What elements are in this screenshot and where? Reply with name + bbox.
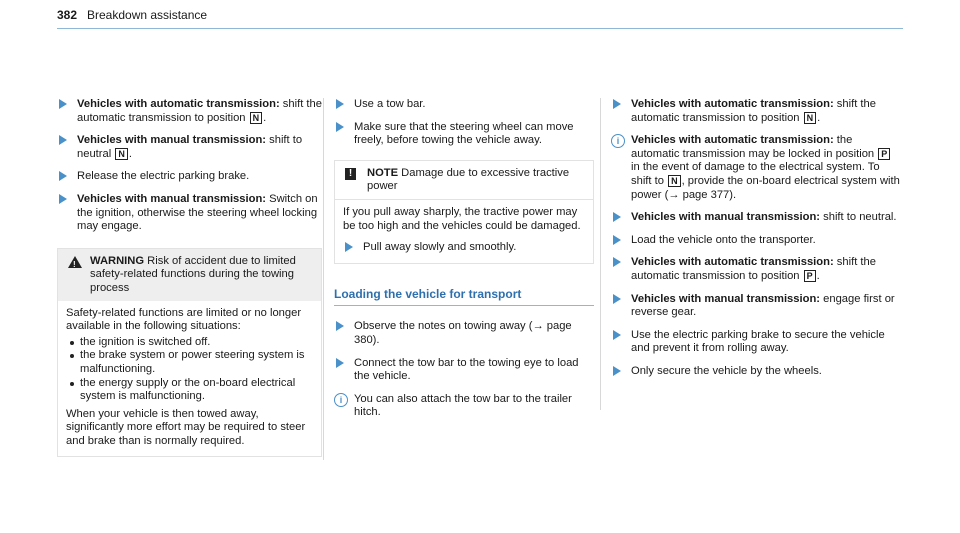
step-arrow-icon — [59, 135, 67, 145]
column-divider — [323, 98, 324, 460]
info-note: i You can also attach the tow bar to the trailer hitch. — [334, 393, 594, 420]
step-arrow-icon — [613, 235, 621, 245]
step-arrow-icon — [336, 321, 344, 331]
gear-p-icon: P — [878, 148, 890, 160]
step: Vehicles with manual transmission: Switch on the ignition, otherwise the steering wheel locking may engage. — [57, 193, 322, 234]
step: Vehicles with automatic transmission: shift the automatic transmission to position P . — [611, 256, 903, 283]
list-item: the energy supply or the on-board electrical system is malfunctioning. — [66, 377, 313, 404]
step: Only secure the vehicle by the wheels. — [611, 365, 903, 379]
step-arrow-icon — [59, 171, 67, 181]
step: Vehicles with manual transmission: engage first or reverse gear. — [611, 293, 903, 320]
step-arrow-icon — [613, 294, 621, 304]
warning-triangle-icon: ! — [68, 256, 82, 268]
info-icon: i — [611, 134, 625, 148]
column-2 — [334, 98, 594, 429]
list-item: the brake system or power steering system is malfunctioning. — [66, 349, 313, 376]
step: Vehicles with manual transmission: shift to neutral N . — [57, 134, 322, 161]
step-arrow-icon — [613, 212, 621, 222]
gear-n-icon: N — [115, 148, 128, 160]
page-number: 382 — [57, 8, 78, 22]
header-rule — [57, 28, 903, 29]
column-1 — [57, 98, 322, 457]
step: Vehicles with manual transmission: shift to neutral. — [611, 211, 903, 225]
step-arrow-icon — [613, 330, 621, 340]
page-header — [57, 8, 903, 26]
warning-box — [57, 248, 322, 458]
info-icon: i — [334, 393, 348, 407]
column-divider — [600, 98, 601, 410]
step-arrow-icon — [613, 257, 621, 267]
note-body: If you pull away sharply, the tractive power may be too high and the vehicles could be damaged. Pull away slowly and smoothly. — [335, 200, 593, 263]
list-item: the ignition is switched off. — [66, 336, 313, 350]
info-note: i Vehicles with automatic transmission: the automatic transmission may be locked in position P in the event of damage to the electrical system. To shift to N , provide the on-board electrical system with power (→ page 377). — [611, 134, 903, 202]
gear-n-icon: N — [804, 112, 817, 124]
step: Release the electric parking brake. — [57, 170, 322, 184]
section-title: Loading the vehicle for transport — [334, 288, 594, 307]
warning-header: ! WARNING Risk of accident due to limited safety-related functions during the towing process — [58, 249, 321, 301]
step-arrow-icon — [336, 99, 344, 109]
step-arrow-icon — [336, 122, 344, 132]
gear-n-icon: N — [250, 112, 263, 124]
step-arrow-icon — [345, 242, 353, 252]
step-arrow-icon — [59, 194, 67, 204]
note-header: ! NOTE Damage due to excessive tractive power — [335, 161, 593, 200]
step: Use a tow bar. — [334, 98, 594, 112]
page-title: Breakdown assistance — [87, 8, 208, 22]
column-3 — [611, 98, 903, 388]
step-arrow-icon — [336, 358, 344, 368]
step: Load the vehicle onto the transporter. — [611, 234, 903, 248]
gear-p-icon: P — [804, 270, 816, 282]
step-arrow-icon — [59, 99, 67, 109]
step: Vehicles with automatic transmission: shift the automatic transmission to position N . — [611, 98, 903, 125]
step: Connect the tow bar to the towing eye to load the vehicle. — [334, 357, 594, 384]
step: Observe the notes on towing away (→ page 380). — [334, 320, 594, 347]
step-arrow-icon — [613, 99, 621, 109]
step: Vehicles with automatic transmission: shift the automatic transmission to position N . — [57, 98, 322, 125]
step: Use the electric parking brake to secure the vehicle and prevent it from rolling away. — [611, 329, 903, 356]
warning-body: Safety-related functions are limited or no longer available in the following situations: the ignition is switched off. the brake system or power steering system is malfunctioning. the energy supply or the on-board electrical system is malfunctioning. When your vehicle is then towed away, significantly more effort may be required to steer and brake than is normally required. — [58, 301, 321, 457]
note-box — [334, 160, 594, 264]
gear-n-icon: N — [668, 175, 681, 187]
step-arrow-icon — [613, 366, 621, 376]
step: Pull away slowly and smoothly. — [343, 241, 585, 255]
note-exclamation-icon: ! — [345, 168, 356, 180]
warning-bullets — [66, 336, 313, 404]
step: Make sure that the steering wheel can move freely, before towing the vehicle away. — [334, 121, 594, 148]
